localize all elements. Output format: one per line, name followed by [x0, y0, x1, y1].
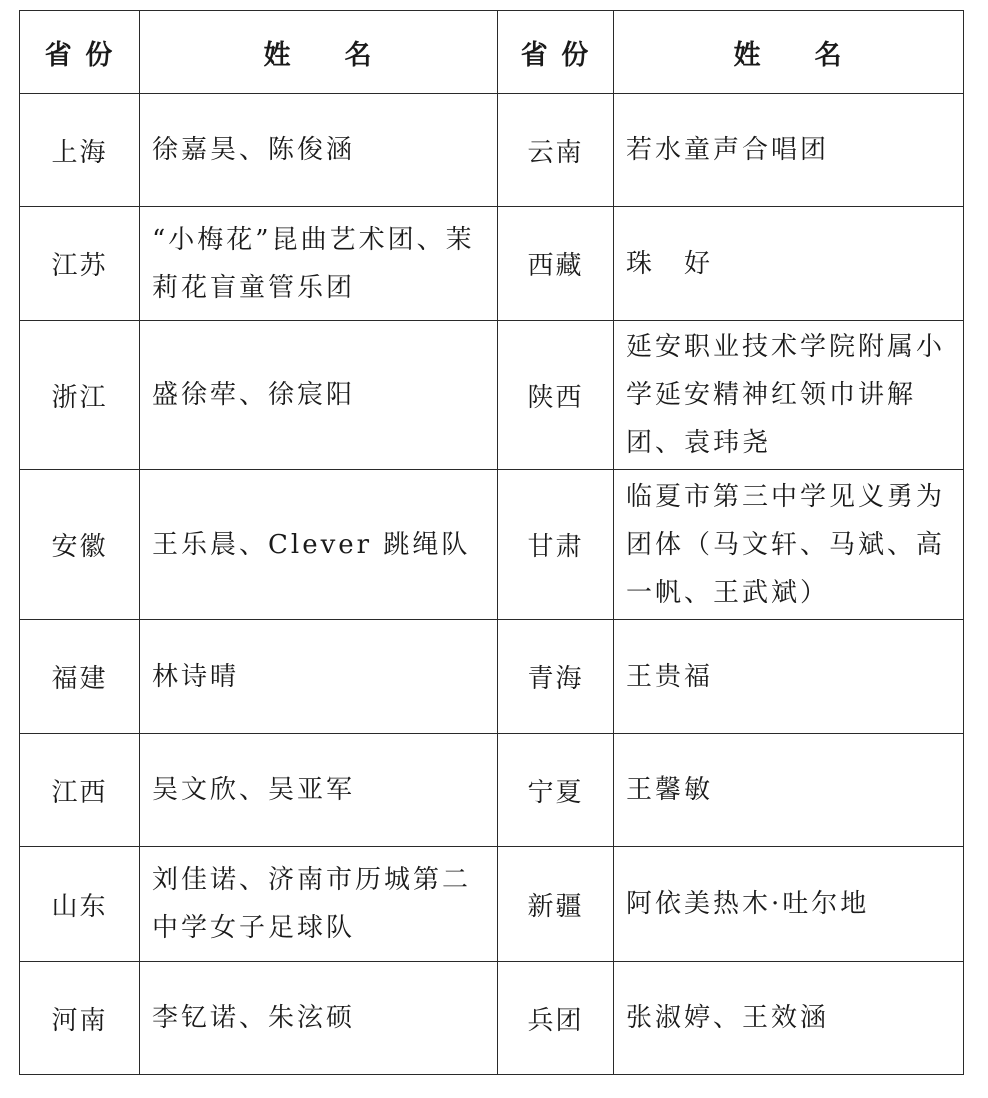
right-names-cell: 阿依美热木·吐尔地: [614, 847, 964, 962]
right-province-cell: 云南: [498, 94, 614, 207]
right-province-cell: 宁夏: [498, 734, 614, 847]
table-row: [20, 734, 964, 847]
left-province-cell: 上海: [20, 94, 140, 207]
header-name-char-1: 姓: [263, 39, 293, 71]
header-name-char-1: 姓: [733, 39, 763, 71]
left-names-cell: 吴文欣、吴亚军: [140, 734, 498, 847]
right-province-cell: 西藏: [498, 207, 614, 321]
header-name-char-2: 名: [344, 39, 374, 71]
left-names-cell: 王乐晨、Clever 跳绳队: [140, 470, 498, 620]
right-names-cell: 若水童声合唱团: [614, 94, 964, 207]
right-province-cell: 陕西: [498, 321, 614, 470]
left-names-cell: 林诗晴: [140, 620, 498, 734]
right-province-cell: 兵团: [498, 962, 614, 1075]
roster-table: [19, 10, 964, 1075]
left-province-cell: 福建: [20, 620, 140, 734]
table-row: [20, 470, 964, 620]
table-row: [20, 620, 964, 734]
right-names-cell: 延安职业技术学院附属小学延安精神红领巾讲解团、袁玮尧: [614, 321, 964, 470]
left-province-cell: 江西: [20, 734, 140, 847]
right-province-cell: 甘肃: [498, 470, 614, 620]
right-names-cell: 张淑婷、王效涵: [614, 962, 964, 1075]
table-header-row: [20, 11, 964, 94]
left-province-cell: 河南: [20, 962, 140, 1075]
right-province-cell: 新疆: [498, 847, 614, 962]
table-row: [20, 94, 964, 207]
table-row: [20, 847, 964, 962]
table-row: [20, 207, 964, 321]
left-names-cell: 徐嘉昊、陈俊涵: [140, 94, 498, 207]
left-names-cell: 刘佳诺、济南市历城第二中学女子足球队: [140, 847, 498, 962]
left-names-cell: 李钇诺、朱泫硕: [140, 962, 498, 1075]
right-names-cell: 临夏市第三中学见义勇为团体（马文轩、马斌、高一帆、王武斌）: [614, 470, 964, 620]
table-row: [20, 962, 964, 1075]
left-names-cell: 盛徐荦、徐宸阳: [140, 321, 498, 470]
table-row: [20, 321, 964, 470]
left-province-cell: 浙江: [20, 321, 140, 470]
header-name-left: [140, 11, 498, 94]
right-names-cell: 王馨敏: [614, 734, 964, 847]
header-name-right: [614, 11, 964, 94]
left-province-cell: 江苏: [20, 207, 140, 321]
right-names-cell: 王贵福: [614, 620, 964, 734]
header-province-right: 省 份: [498, 11, 614, 94]
right-province-cell: 青海: [498, 620, 614, 734]
right-names-cell: 珠 好: [614, 207, 964, 321]
header-name-char-2: 名: [814, 39, 844, 71]
header-province-left: 省 份: [20, 11, 140, 94]
left-names-cell: “小梅花”昆曲艺术团、茉莉花盲童管乐团: [140, 207, 498, 321]
left-province-cell: 安徽: [20, 470, 140, 620]
left-province-cell: 山东: [20, 847, 140, 962]
